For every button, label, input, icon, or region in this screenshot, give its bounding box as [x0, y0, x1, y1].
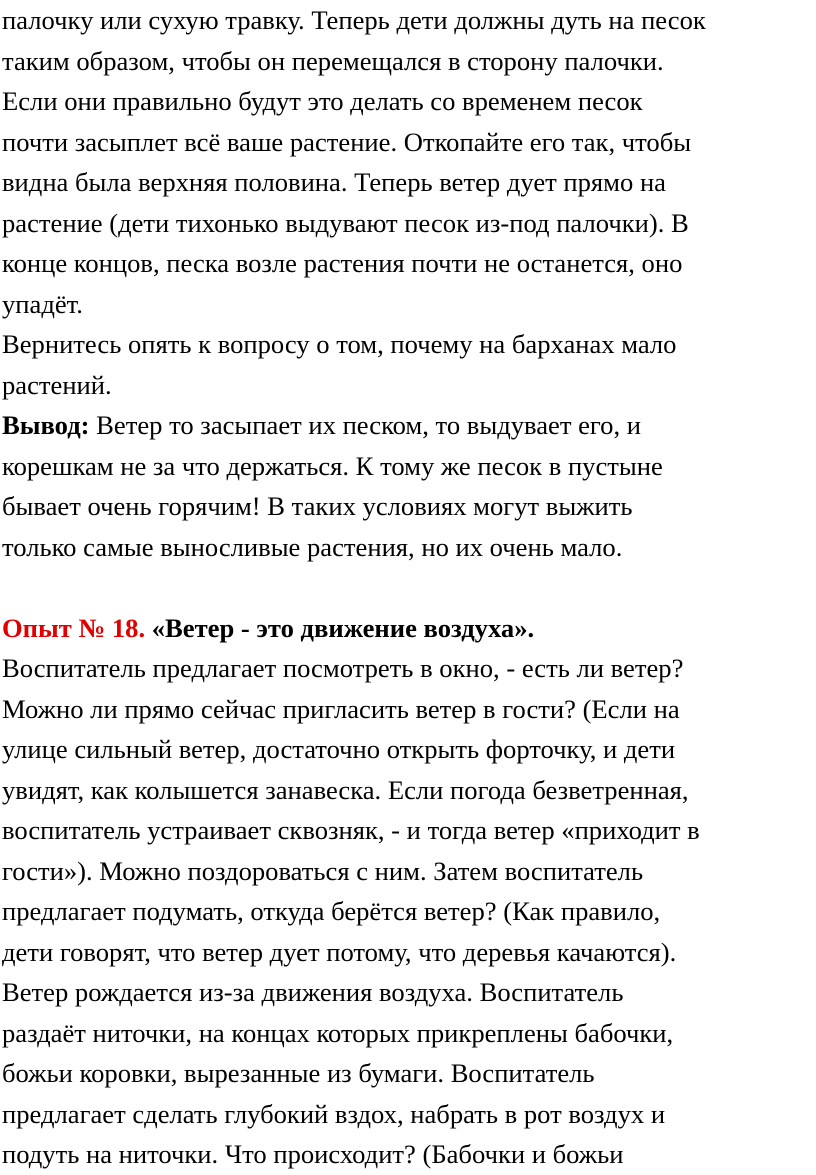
experiment-heading: [2, 608, 814, 649]
paragraph-sand-experiment: [2, 0, 814, 324]
text-line: Ветер рождается из-за движения воздуха. Воспитатель: [2, 977, 624, 1007]
conclusion-label: Вывод:: [2, 410, 90, 440]
text-line: дети говорят, что ветер дует потому, что деревья качаются).: [2, 936, 677, 967]
text-line: предлагает подумать, откуда берётся ветер? (Как правило,: [2, 896, 661, 926]
experiment-number: Опыт № 18.: [2, 612, 146, 643]
paragraph-return-question: [2, 324, 814, 405]
text-line: упадёт.: [2, 288, 83, 319]
text-line: Если они правильно будут это делать со временем песок: [2, 86, 643, 116]
text-line: палочку или сухую травку. Теперь дети должны дуть на песок: [2, 5, 706, 35]
text-line: почти засыплет всё ваше растение. Откопайте его так, чтобы: [2, 126, 692, 157]
text-line: увидят, как колышется занавеска. Если погода безветренная,: [2, 774, 689, 805]
text-line: растение (дети тихонько выдувают песок из-под палочки). В: [2, 207, 689, 238]
text-line: раздаёт ниточки, на концах которых прикреплены бабочки,: [2, 1017, 674, 1048]
text-line: только самые выносливые растения, но их очень мало.: [2, 531, 623, 562]
experiment-title: «Ветер - это движение воздуха».: [145, 612, 535, 643]
document-page: [2, 0, 814, 1175]
text-line: Воспитатель предлагает посмотреть в окно, - есть ли ветер?: [2, 653, 684, 683]
text-line: предлагает сделать глубокий вздох, набрать в рот воздух и: [2, 1098, 666, 1129]
conclusion-paragraph: [2, 405, 814, 567]
paragraph-spacer: [2, 567, 814, 608]
text-line: конце концов, песка возле растения почти не останется, оно: [2, 248, 683, 278]
conclusion-first-line: [2, 405, 814, 446]
text-line: таким образом, чтобы он перемещался в сторону палочки.: [2, 45, 664, 76]
text-line: воспитатель устраивает сквозняк, - и тогда ветер «приходит в: [2, 815, 700, 845]
text-line: Вернитесь опять к вопросу о том, почему на барханах мало: [2, 329, 677, 359]
text-line: улице сильный ветер, достаточно открыть форточку, и дети: [2, 734, 676, 764]
text-line: растений.: [2, 369, 112, 400]
text-line: гости»). Можно поздороваться с ним. Затем воспитатель: [2, 855, 644, 886]
conclusion-text: Ветер то засыпает их песком, то выдувает его, и: [89, 410, 641, 440]
text-line: корешкам не за что держаться. К тому же песок в пустыне: [2, 450, 663, 481]
text-line: божьи коровки, вырезанные из бумаги. Воспитатель: [2, 1058, 595, 1088]
text-line: Можно ли прямо сейчас пригласить ветер в гости? (Если на: [2, 693, 680, 724]
text-line: бывает очень горячим! В таких условиях могут выжить: [2, 491, 633, 521]
text-line: подуть на ниточки. Что происходит? (Бабочки и божьи: [2, 1139, 624, 1169]
experiment-section: [2, 608, 814, 1175]
text-line: видна была верхняя половина. Теперь ветер дует прямо на: [2, 167, 666, 197]
